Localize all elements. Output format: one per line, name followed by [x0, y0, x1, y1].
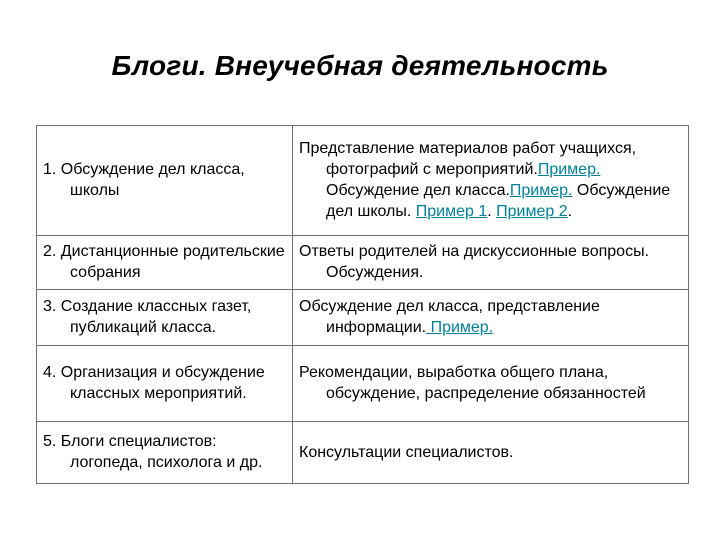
slide-title: Блоги. Внеучебная деятельность	[111, 50, 609, 81]
example-link[interactable]: Пример.	[509, 182, 573, 199]
table-row	[37, 290, 689, 346]
description-text	[299, 296, 682, 338]
activity-text: 5. Блоги специалистов: логопеда, психолога и др.	[43, 433, 263, 471]
description-part: Обсуждение дел школы.	[326, 182, 671, 220]
description-text: Рекомендации, выработка общего плана, обсуждение, распределение обязанностей	[299, 364, 646, 402]
table-cell-activity	[37, 126, 293, 236]
table-row	[37, 346, 689, 422]
table-cell-description	[293, 126, 689, 236]
description-text: Ответы родителей на дискуссионные вопросы. Обсуждения.	[299, 243, 650, 281]
table-cell-description	[293, 290, 689, 346]
example-link[interactable]: Пример.	[426, 319, 494, 336]
example-link[interactable]: Пример.	[537, 161, 601, 178]
description-part: Обсуждение дел класса.	[326, 182, 510, 199]
description-text	[299, 138, 682, 222]
table-cell-description	[293, 236, 689, 290]
activity-text: 1. Обсуждение дел класса, школы	[43, 161, 245, 199]
table-cell-activity	[37, 236, 293, 290]
description-part: .	[487, 203, 497, 220]
table-cell-activity	[37, 346, 293, 422]
table-cell-activity	[37, 422, 293, 484]
table-row	[37, 422, 689, 484]
description-part: Представление материалов работ учащихся, фотографий с мероприятий.	[299, 140, 637, 178]
activity-text: 2. Дистанционные родительские собрания	[43, 243, 285, 281]
description-part: .	[567, 203, 573, 220]
activities-table	[36, 125, 689, 484]
table-cell-description	[293, 422, 689, 484]
table-row	[37, 236, 689, 290]
example-1-link[interactable]: Пример 1	[415, 203, 488, 220]
example-2-link[interactable]: Пример 2	[496, 203, 568, 220]
activity-text: 4. Организация и обсуждение классных мероприятий.	[43, 364, 265, 402]
table-row	[37, 126, 689, 236]
activity-text: 3. Создание классных газет, публикаций класса.	[43, 298, 252, 336]
description-part: Обсуждение дел класса, представление информации.	[299, 298, 600, 336]
table-cell-description	[293, 346, 689, 422]
description-text: Консультации специалистов.	[299, 443, 514, 461]
table-cell-activity	[37, 290, 293, 346]
